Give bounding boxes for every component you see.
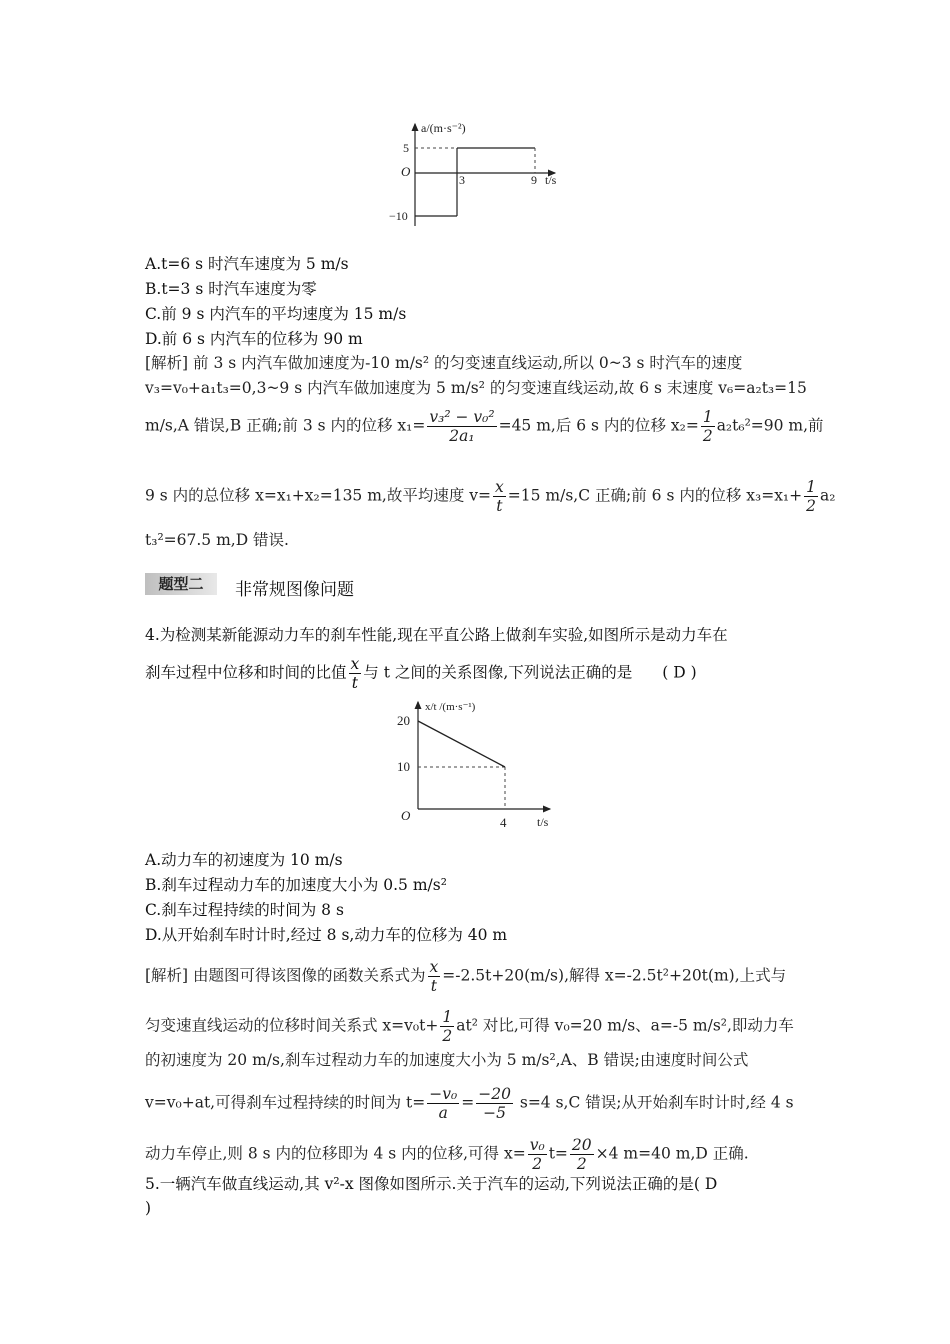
section-tag: 题型二 [145, 573, 217, 595]
q3-solution-line-2: v₃=v₀+a₁t₃=0,3~9 s 内汽车做加速度为 5 m/s² 的匀变速直线运动,故 6 s 末速度 v₆=a₂t₃=15 [145, 379, 807, 397]
fraction-half: $\frac{1}{2}$ [442, 1008, 453, 1045]
q4-stem-line-2: 刹车过程中位移和时间的比值 $\frac{x}{t}$ 与 t 之间的关系图像,下列说法正确的是 ( D ) [145, 655, 697, 692]
x-tick-9: 9 [531, 173, 537, 187]
q4-solution-line-1: [解析] 由题图可得该图像的函数关系式为 $\frac{x}{t}$ =-2.5t+20(m/s),解得 x=-2.5t²+20t(m),上式与 [145, 958, 787, 995]
q4-stem-line-1: 4.为检测某新能源动力车的刹车性能,现在平直公路上做刹车实验,如图所示是动力车在 [145, 626, 728, 644]
y-axis-label: x/t /(m·s⁻¹) [425, 701, 476, 713]
q3-solution-line-1: [解析] 前 3 s 内汽车做加速度为-10 m/s² 的匀变速直线运动,所以 0~3 s 时汽车的速度 [145, 354, 743, 372]
q4-solution-line-3: 的初速度为 20 m/s,刹车过程动力车的加速度大小为 5 m/s²,A、B 错误;由速度时间公式 [145, 1051, 749, 1069]
q3-solution-line-4: 9 s 内的总位移 x=x₁+x₂=135 m,故平均速度 v= $\frac{x}{t}$ =15 m/s,C 正确;前 6 s 内的位移 x₃=x₁+ $\frac{1}{2}$ a₂ [145, 478, 836, 515]
origin-label: O [401, 164, 411, 179]
q4-option-a: A.动力车的初速度为 10 m/s [145, 851, 343, 869]
q4-answer: ( D ) [662, 663, 697, 682]
fraction-neg-v0-over-a: $\frac{\text{−v₀}}{a}$ [429, 1085, 458, 1122]
fraction-20-over-2: $\frac{20}{2}$ [571, 1136, 592, 1173]
q3-solution-line-5: t₃²=67.5 m,D 错误. [145, 531, 289, 549]
x-tick-4: 4 [500, 815, 507, 830]
q4-option-d: D.从开始刹车时计时,经过 8 s,动力车的位移为 40 m [145, 926, 508, 944]
q3-option-c: C.前 9 s 内汽车的平均速度为 15 m/s [145, 305, 407, 323]
fraction-v0-over-2: $\frac{\text{v₀}}{2}$ [529, 1136, 545, 1173]
fraction-x-over-t: $\frac{x}{t}$ [429, 958, 439, 995]
section-title: 非常规图像问题 [235, 580, 354, 600]
q3-solution-line-3: m/s,A 错误,B 正确;前 3 s 内的位移 x₁= $\frac{\text{v₃² − v₀²}}{\text{2a₁}}$ =45 m,后 6 s 内的位移 x₂= $\frac{1}{2}$ a₂t₆²=90 m,前 [145, 408, 824, 445]
fraction-half: $\frac{1}{2}$ [806, 478, 817, 515]
origin-label: O [401, 808, 411, 823]
data-line [418, 721, 505, 767]
x-axis-label: t/s [537, 815, 549, 829]
q3-option-a: A.t=6 s 时汽车速度为 5 m/s [145, 255, 349, 273]
fraction-neg20-over-neg5: $\frac{-20}{-5}$ [478, 1085, 511, 1122]
x-tick-3: 3 [459, 173, 465, 187]
y-tick-10: 10 [397, 759, 410, 774]
y-tick-20: 20 [397, 713, 410, 728]
q5-stem-line-2: ) [145, 1199, 152, 1217]
q4-solution-line-2: 匀变速直线运动的位移时间关系式 x=v₀t+ $\frac{1}{2}$ at² 对比,可得 v₀=20 m/s、a=-5 m/s²,即动力车 [145, 1008, 794, 1045]
fraction-x-over-t: $\frac{x}{t}$ [495, 478, 504, 515]
y-tick-neg10: −10 [389, 209, 408, 223]
q3-option-b: B.t=3 s 时汽车速度为零 [145, 280, 317, 298]
fraction-x-over-t: $\frac{x}{t}$ [350, 655, 360, 692]
y-axis-label: a/(m·s⁻²) [421, 121, 466, 135]
x-axis-label: t/s [545, 173, 557, 187]
q4-solution-line-5: 动力车停止,则 8 s 内的位移即为 4 s 内的位移,可得 x= $\frac{\text{v₀}}{2}$ t= $\frac{20}{2}$ ×4 m=40 m,D 正确. [145, 1136, 749, 1173]
fraction-half: $\frac{1}{2}$ [702, 408, 713, 445]
velocity-ratio-time-graph [385, 694, 575, 834]
q3-option-d: D.前 6 s 内汽车的位移为 90 m [145, 330, 363, 348]
fraction-x1: $\frac{\text{v₃² − v₀²}}{\text{2a₁}}$ [429, 408, 495, 445]
q4-option-b: B.刹车过程动力车的加速度大小为 0.5 m/s² [145, 876, 447, 894]
acceleration-time-graph [375, 118, 595, 238]
q4-option-c: C.刹车过程持续的时间为 8 s [145, 901, 344, 919]
y-tick-5: 5 [403, 141, 409, 155]
q4-solution-line-4: v=v₀+at,可得刹车过程持续的时间为 t= $\frac{\text{−v₀}}{a}$ = $\frac{-20}{-5}$ s=4 s,C 错误;从开始刹车时计时,经 4 s [145, 1085, 794, 1122]
q5-stem-line-1: 5.一辆汽车做直线运动,其 v²-x 图像如图所示.关于汽车的运动,下列说法正确的是( D [145, 1175, 718, 1193]
